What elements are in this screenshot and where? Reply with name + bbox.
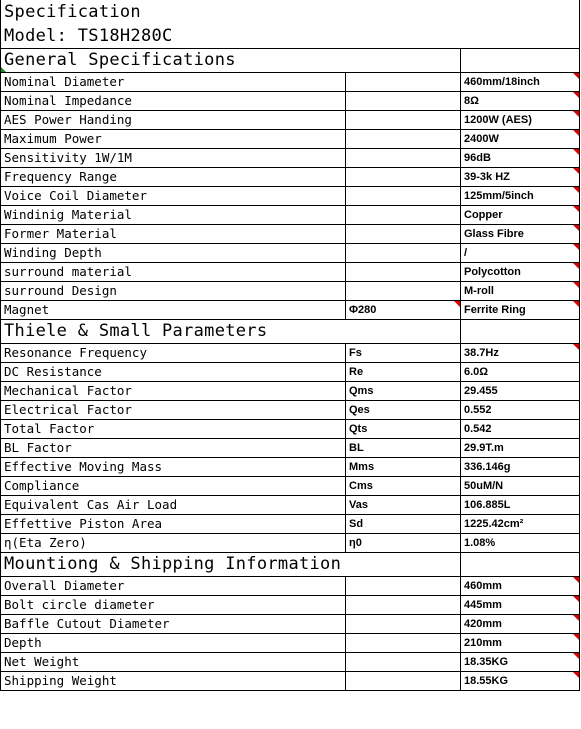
param-label: surround Design — [1, 281, 346, 300]
param-symbol: Qms — [346, 381, 461, 400]
param-label: DC Resistance — [1, 362, 346, 381]
table-row — [1, 514, 580, 533]
section-heading-blank — [461, 552, 580, 576]
param-symbol — [346, 224, 461, 243]
param-symbol — [346, 167, 461, 186]
table-row — [1, 281, 580, 300]
param-symbol — [346, 281, 461, 300]
param-label: Former Material — [1, 224, 346, 243]
param-label: Maximum Power — [1, 129, 346, 148]
param-value: / — [461, 243, 580, 262]
param-value: 460mm — [461, 576, 580, 595]
table-row — [1, 495, 580, 514]
param-symbol — [346, 633, 461, 652]
model-title: Model: TS18H280C — [1, 24, 580, 48]
param-label: Shipping Weight — [1, 671, 346, 690]
param-value: 1225.42cm² — [461, 514, 580, 533]
param-label: surround material — [1, 262, 346, 281]
table-row — [1, 243, 580, 262]
param-label: Resonance Frequency — [1, 343, 346, 362]
table-row — [1, 129, 580, 148]
param-value: Glass Fibre — [461, 224, 580, 243]
table-row — [1, 438, 580, 457]
sheet-title: Specification — [1, 0, 580, 24]
param-symbol — [346, 652, 461, 671]
table-row — [1, 72, 580, 91]
table-row — [1, 148, 580, 167]
param-label: Effective Moving Mass — [1, 457, 346, 476]
table-row — [1, 224, 580, 243]
table-row — [1, 476, 580, 495]
table-row — [1, 205, 580, 224]
section-heading: Thiele & Small Parameters — [1, 319, 461, 343]
param-symbol — [346, 148, 461, 167]
param-symbol — [346, 243, 461, 262]
param-symbol — [346, 186, 461, 205]
param-label: Sensitivity 1W/1M — [1, 148, 346, 167]
table-row — [1, 652, 580, 671]
param-value: 420mm — [461, 614, 580, 633]
param-symbol: Sd — [346, 514, 461, 533]
param-value: 29.455 — [461, 381, 580, 400]
model-title-row — [1, 24, 580, 48]
param-label: Bolt circle diameter — [1, 595, 346, 614]
param-symbol — [346, 671, 461, 690]
param-value: 125mm/5inch — [461, 186, 580, 205]
table-row — [1, 533, 580, 552]
param-label: Electrical Factor — [1, 400, 346, 419]
param-label: η(Eta Zero) — [1, 533, 346, 552]
section-heading-blank — [461, 48, 580, 72]
param-label: Mechanical Factor — [1, 381, 346, 400]
param-label: Baffle Cutout Diameter — [1, 614, 346, 633]
param-value: 2400W — [461, 129, 580, 148]
param-value: M-roll — [461, 281, 580, 300]
param-value: 1.08% — [461, 533, 580, 552]
table-row — [1, 167, 580, 186]
param-symbol: Qts — [346, 419, 461, 438]
table-row — [1, 186, 580, 205]
table-row — [1, 576, 580, 595]
table-row — [1, 300, 580, 319]
section-heading-row — [1, 48, 580, 72]
param-value: 38.7Hz — [461, 343, 580, 362]
param-symbol: Φ280 — [346, 300, 461, 319]
param-value: 106.885L — [461, 495, 580, 514]
param-label: Nominal Diameter — [1, 72, 346, 91]
param-label: Windinig Material — [1, 205, 346, 224]
table-row — [1, 614, 580, 633]
param-value: Copper — [461, 205, 580, 224]
param-value: 210mm — [461, 633, 580, 652]
param-symbol — [346, 205, 461, 224]
param-symbol: Qes — [346, 400, 461, 419]
param-value: 336.146g — [461, 457, 580, 476]
param-symbol — [346, 614, 461, 633]
param-label: Nominal Impedance — [1, 91, 346, 110]
param-label: Voice Coil Diameter — [1, 186, 346, 205]
section-heading-blank — [461, 319, 580, 343]
param-value: Polycotton — [461, 262, 580, 281]
param-value: 1200W (AES) — [461, 110, 580, 129]
comment-marker-icon — [1, 67, 6, 72]
param-value: 39-3k HZ — [461, 167, 580, 186]
section-heading: Mountiong & Shipping Information — [1, 552, 461, 576]
table-row — [1, 262, 580, 281]
param-value: Ferrite Ring — [461, 300, 580, 319]
table-row — [1, 400, 580, 419]
param-label: AES Power Handing — [1, 110, 346, 129]
param-value: 18.35KG — [461, 652, 580, 671]
param-value: 50uM/N — [461, 476, 580, 495]
param-value: 8Ω — [461, 91, 580, 110]
param-symbol: BL — [346, 438, 461, 457]
table-row — [1, 419, 580, 438]
param-symbol — [346, 129, 461, 148]
section-heading-row — [1, 552, 580, 576]
param-label: BL Factor — [1, 438, 346, 457]
section-heading: General Specifications — [1, 48, 461, 72]
table-row — [1, 381, 580, 400]
table-row — [1, 671, 580, 690]
param-symbol: Re — [346, 362, 461, 381]
param-value: 0.542 — [461, 419, 580, 438]
param-label: Frequency Range — [1, 167, 346, 186]
param-value: 6.0Ω — [461, 362, 580, 381]
param-symbol: Vas — [346, 495, 461, 514]
param-value: 18.55KG — [461, 671, 580, 690]
param-label: Depth — [1, 633, 346, 652]
param-value: 96dB — [461, 148, 580, 167]
param-symbol: Cms — [346, 476, 461, 495]
param-label: Overall Diameter — [1, 576, 346, 595]
param-value: 29.9T.m — [461, 438, 580, 457]
param-symbol — [346, 72, 461, 91]
param-symbol — [346, 91, 461, 110]
table-row — [1, 595, 580, 614]
param-label: Winding Depth — [1, 243, 346, 262]
param-symbol — [346, 576, 461, 595]
param-symbol — [346, 262, 461, 281]
param-symbol — [346, 110, 461, 129]
param-label: Magnet — [1, 300, 346, 319]
param-symbol: Mms — [346, 457, 461, 476]
param-value: 0.552 — [461, 400, 580, 419]
table-row — [1, 110, 580, 129]
param-label: Equivalent Cas Air Load — [1, 495, 346, 514]
param-symbol — [346, 595, 461, 614]
param-symbol: Fs — [346, 343, 461, 362]
param-value: 460mm/18inch — [461, 72, 580, 91]
section-heading-row — [1, 319, 580, 343]
table-row — [1, 343, 580, 362]
param-label: Net Weight — [1, 652, 346, 671]
param-label: Total Factor — [1, 419, 346, 438]
table-row — [1, 457, 580, 476]
sheet-title-row — [1, 0, 580, 24]
table-row — [1, 362, 580, 381]
table-row — [1, 633, 580, 652]
param-value: 445mm — [461, 595, 580, 614]
table-row — [1, 91, 580, 110]
param-label: Compliance — [1, 476, 346, 495]
param-symbol: η0 — [346, 533, 461, 552]
param-label: Effettive Piston Area — [1, 514, 346, 533]
